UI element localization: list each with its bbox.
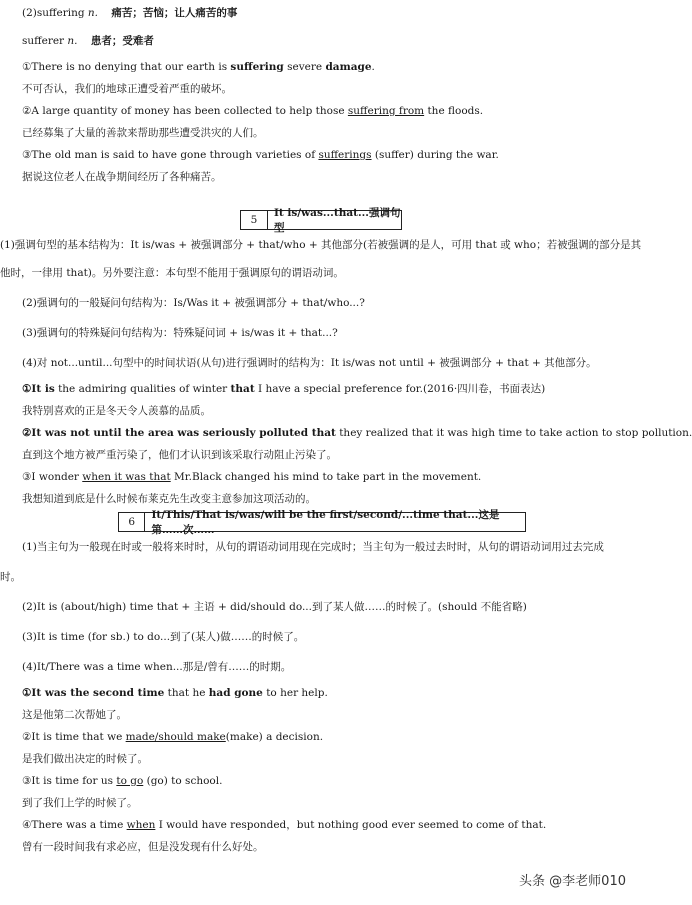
example-sentence bbox=[22, 104, 483, 118]
text-seg: I would have responded，but nothing good ever seemed to come of that. bbox=[155, 819, 547, 831]
watermark-text: 头条 @李老师010 bbox=[519, 874, 626, 889]
bold-seg: ①It was the second time bbox=[22, 687, 165, 699]
example-translation: 这是他第二次帮她了。 bbox=[22, 709, 127, 721]
text-seg: to her help. bbox=[262, 687, 328, 699]
example-sentence bbox=[22, 774, 222, 788]
section-number: 6 bbox=[119, 513, 145, 531]
underlined-seg: sufferings bbox=[318, 149, 372, 161]
text-seg: I have a special preference for.(2016·四川卷，书面表达) bbox=[254, 383, 546, 395]
bold-seg: that bbox=[230, 383, 255, 395]
example-translation: 不可否认，我们的地球正遭受着严重的破坏。 bbox=[22, 83, 232, 95]
underlined-seg: to go bbox=[116, 775, 144, 787]
underlined-seg: when it was that bbox=[82, 471, 171, 483]
bold-seg: ①It is bbox=[22, 383, 55, 395]
section-title-box bbox=[240, 207, 402, 234]
text-seg: that he bbox=[164, 687, 209, 699]
rule-text: (1)强调句型的基本结构为：It is/was + 被强调部分 + that/who + 其他部分(若被强调的是人，可用 that 或 who；若被强调的部分是其 bbox=[0, 239, 642, 251]
text-seg: (suffer) during the war. bbox=[371, 149, 499, 161]
example-translation: 是我们做出决定的时候了。 bbox=[22, 753, 148, 765]
text-seg: ③It is time for us bbox=[22, 775, 117, 787]
example-translation: 到了我们上学的时候了。 bbox=[22, 797, 138, 809]
text-seg: severe bbox=[283, 61, 326, 73]
rule-text: 他时，一律用 that)。另外要注意：本句型不能用于强调原句的谓语动词。 bbox=[0, 267, 344, 279]
example-sentence bbox=[22, 686, 328, 700]
vocab-entry-suffering bbox=[22, 6, 237, 20]
text-seg: ②A large quantity of money has been collected to help those bbox=[22, 105, 348, 117]
section-title-box bbox=[118, 509, 526, 536]
text-seg: ②It is time that we bbox=[22, 731, 126, 743]
sub-word: sufferer bbox=[22, 35, 65, 47]
text-seg: ①There is no denying that our earth is bbox=[22, 61, 231, 73]
text-seg: ③I wonder bbox=[22, 471, 83, 483]
sub-pos: n. bbox=[67, 35, 78, 47]
example-sentence bbox=[22, 60, 375, 74]
underlined-seg: made/should make bbox=[125, 731, 226, 743]
text-seg: (make) a decision. bbox=[225, 731, 324, 743]
example-translation: 我想知道到底是什么时候布莱克先生改变主意参加这项活动的。 bbox=[22, 493, 316, 505]
section-number: 5 bbox=[241, 211, 268, 229]
head-word: (2)suffering bbox=[22, 7, 85, 19]
vocab-entry-sufferer bbox=[22, 34, 154, 48]
example-sentence bbox=[22, 148, 499, 162]
text-seg: the admiring qualities of winter bbox=[54, 383, 231, 395]
rule-text: (4)It/There was a time when...那是/曾有……的时期。 bbox=[22, 661, 292, 673]
text-seg: Mr.Black changed his mind to take part in the movement. bbox=[170, 471, 482, 483]
text-seg: they realized that it was high time to take action to stop pollution. bbox=[335, 427, 692, 439]
rule-text: (4)对 not...until...句型中的时间状语(从句)进行强调时的结构为：It is/was not until + 被强调部分 + that + 其他部分。 bbox=[22, 357, 597, 369]
example-translation: 曾有一段时间我有求必应，但是没发现有什么好处。 bbox=[22, 841, 264, 853]
text-seg: (go) to school. bbox=[143, 775, 223, 787]
bold-seg: ②It was not until the area was seriously polluted that bbox=[22, 427, 336, 439]
head-pos: n. bbox=[87, 7, 99, 19]
example-sentence bbox=[22, 818, 546, 832]
rule-text: 时。 bbox=[0, 571, 21, 583]
rule-text: (3)It is time (for sb.) to do...到了(某人)做……的时候了。 bbox=[22, 631, 305, 643]
example-translation: 已经募集了大量的善款来帮助那些遭受洪灾的人们。 bbox=[22, 127, 264, 139]
example-sentence bbox=[22, 730, 323, 744]
bold-seg: suffering bbox=[230, 61, 284, 73]
example-translation: 据说这位老人在战争期间经历了各种痛苦。 bbox=[22, 171, 222, 183]
text-seg: the floods. bbox=[424, 105, 484, 117]
text-seg: . bbox=[371, 61, 375, 73]
head-def: 痛苦；苦恼；让人痛苦的事 bbox=[111, 7, 238, 19]
rule-text: (3)强调句的特殊疑问句结构为：特殊疑问词 + is/was it + that...? bbox=[22, 327, 338, 339]
rule-text: (2)强调句的一般疑问句结构为：Is/Was it + 被强调部分 + that/who...? bbox=[22, 297, 365, 309]
bold-seg: had gone bbox=[208, 687, 263, 699]
underlined-seg: suffering from bbox=[347, 105, 425, 117]
bold-seg: damage bbox=[325, 61, 372, 73]
rule-text: (2)It is (about/high) time that + 主语 + did/should do...到了某人做……的时候了。(should 不能省略) bbox=[22, 601, 527, 613]
watermark bbox=[519, 870, 626, 889]
text-seg: ③The old man is said to have gone through varieties of bbox=[22, 149, 319, 161]
example-translation: 直到这个地方被严重污染了，他们才认识到该采取行动阻止污染了。 bbox=[22, 449, 337, 461]
underlined-seg: when bbox=[126, 819, 156, 831]
section-title: It/This/That is/was/will be the first/second/...time that...这是第……次…… bbox=[151, 509, 500, 536]
rule-text: (1)当主句为一般现在时或一般将来时时，从句的谓语动词用现在完成时；当主句为一般过去时时，从句的谓语动词用过去完成 bbox=[22, 541, 604, 553]
example-translation: 我特别喜欢的正是冬天令人羡慕的品质。 bbox=[22, 405, 211, 417]
text-seg: ④There was a time bbox=[22, 819, 127, 831]
sub-def: 患者；受难者 bbox=[90, 35, 154, 47]
example-sentence bbox=[22, 426, 692, 440]
section-title: It is/was...that...强调句型 bbox=[273, 207, 401, 234]
example-sentence bbox=[22, 382, 545, 396]
example-sentence bbox=[22, 470, 481, 484]
